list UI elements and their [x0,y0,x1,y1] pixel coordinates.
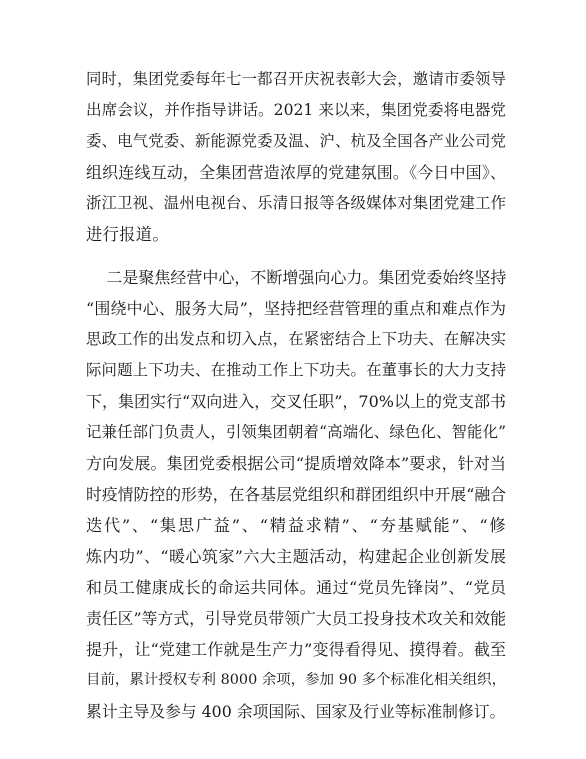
text-line: 记兼任部门负责人，引领集团朝着“高端化、绿色化、智能化” [86,423,506,441]
document-body [86,64,506,727]
text-line: 委、电气党委、新能源党委及温、沪、杭及全国各产业公司党 [86,132,506,150]
text-line: 出席会议，并作指导讲话。2021 来以来，集团党委将电器党 [86,101,506,119]
text-line: 际问题上下功夫、在推动工作上下功夫。在董事长的大力支持 [86,361,506,379]
text-line: 方向发展。集团党委根据公司“提质增效降本”要求，针对当 [86,454,506,473]
text-line: 同时，集团党委每年七一都召开庆祝表彰大会，邀请市委领导 [86,70,506,88]
text-line: 二是聚焦经营中心，不断增强向心力。集团党委始终坚持 [86,268,507,287]
text-line: 进行报道。 [86,225,169,244]
text-line: 下，集团实行“双向进入，交叉任职”，70%以上的党支部书 [86,392,506,411]
text-line: 炼内功”、“暖心筑家”六大主题活动，构建起企业创新发展 [86,547,506,566]
text-line: 责任区”等方式，引导党员带领广大员工投身技术攻关和效能 [86,609,506,628]
text-line: 目前，累计授权专利 8000 余项，参加 90 多个标准化相关组织， [86,672,506,688]
text-line: “围绕中心、服务大局”，坚持把经营管理的重点和难点作为 [86,299,506,318]
paragraph-2 [86,262,506,727]
text-line: 时疫情防控的形势，在各基层党组织和群团组织中开展“融合 [86,485,506,504]
text-line: 浙江卫视、温州电视台、乐清日报等各级媒体对集团党建工作 [86,194,506,212]
text-line: 累计主导及参与 400 余项国际、国家及行业等标准制修订。 [86,702,506,721]
text-line: 迭代”、“集思广益”、“精益求精”、“夯基赋能”、“修 [86,516,506,535]
paragraph-spacer [86,250,506,262]
paragraph-1 [86,64,506,250]
text-line: 和员工健康成长的命运共同体。通过“党员先锋岗”、“党员 [86,578,506,597]
text-line: 思政工作的出发点和切入点，在紧密结合上下功夫、在解决实 [86,330,506,348]
text-line: 提升，让“党建工作就是生产力”变得看得见、摸得着。截至 [86,640,506,659]
text-line: 组织连线互动，全集团营造浓厚的党建氛围。《今日中国》、 [86,163,506,182]
